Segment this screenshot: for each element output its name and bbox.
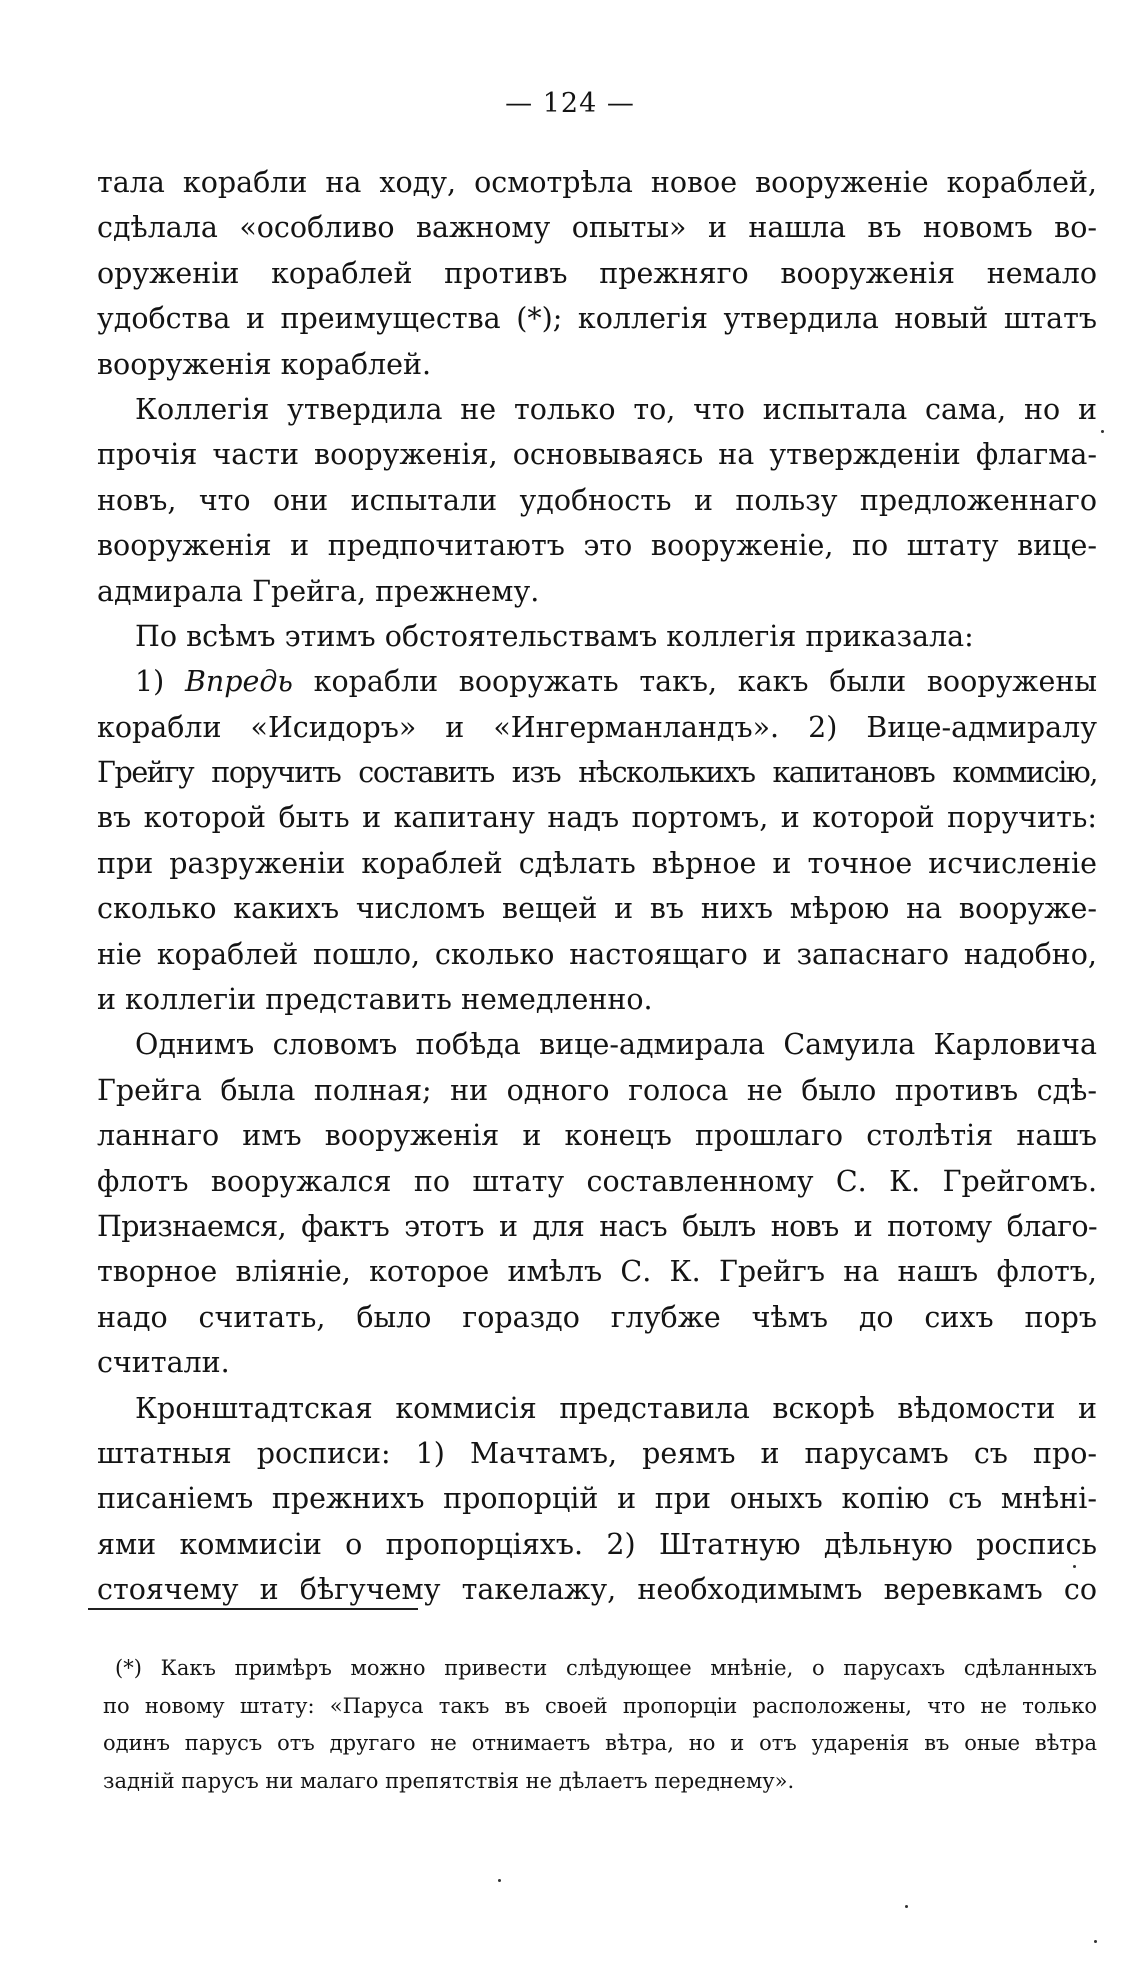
text-line: Признаемся, фактъ этотъ и для насъ былъ новъ и потому благо- [97,1209,1097,1243]
text-line: штатныя росписи: 1) Мачтамъ, реямъ и парусамъ съ про- [97,1436,1097,1470]
paragraph [97,659,1097,1022]
scan-speck [498,1879,501,1882]
text-run: корабли вооружать такъ, какъ были вооружены [292,665,1098,699]
text-line: ніе кораблей пошло, сколько настоящаго и запаснаго надобно, [97,937,1097,971]
paragraph [97,387,1097,614]
text-line: тала корабли на ходу, осмотрѣла новое вооруженіе кораблей, [97,166,1097,199]
text-line: вооруженія кораблей. [97,347,431,381]
paragraph [97,160,1097,387]
text-run: 1) [135,665,185,699]
paragraph [97,614,1097,659]
text-line: Кронштадтская коммисія представила вскорѣ вѣдомости и [135,1391,1097,1425]
text-line: творное вліяніе, которое имѣлъ С. К. Грейгъ на нашъ флотъ, [97,1255,1097,1289]
text-line: Грейга была полная; ни одного голоса не было противъ сдѣ- [97,1073,1097,1107]
text-line: По всѣмъ этимъ обстоятельствамъ коллегія приказала: [135,619,974,653]
footnote-line: одинъ парусъ отъ другаго не отнимаетъ вѣтра, но и отъ ударенія въ оные вѣтра [103,1731,1097,1755]
text-line: флотъ вооружался по штату составленному С. К. Грейгомъ. [97,1164,1097,1198]
text-line: и коллегіи представить немедленно. [97,983,653,1017]
text-line: Однимъ словомъ побѣда вице-адмирала Самуила Карловича [135,1028,1097,1062]
text-line: ланнаго имъ вооруженія и конецъ прошлаго столѣтія нашъ [97,1119,1097,1153]
text-line: оруженіи кораблей противъ прежняго вооруженія немало [97,256,1097,290]
scan-speck [1101,430,1104,433]
text-line: Грейгу поручить составить изъ нѣсколькихъ капитановъ коммисію, [97,756,1097,790]
scan-speck [1073,1565,1076,1568]
italic-word: Впредь [184,665,293,699]
text-line: считали. [97,1346,230,1380]
text-line: вооруженія и предпочитаютъ это вооруженіе, по штату вице- [97,529,1097,563]
text-line: писаніемъ прежнихъ пропорцій и при оныхъ копію съ мнѣні- [97,1482,1097,1516]
text-line [97,659,1097,704]
footnote [103,1650,1097,1800]
text-line: адмирала Грейга, прежнему. [97,574,540,608]
paragraph [97,1386,1097,1613]
text-line: сколько какихъ числомъ вещей и въ нихъ мѣрою на вооруже- [97,892,1097,926]
footnote-line: задній парусъ ни малаго препятствія не дѣлаетъ переднему». [103,1768,795,1793]
scan-speck [905,1905,908,1908]
text-line: корабли «Исидоръ» и «Ингерманландъ». 2) Вице-адмиралу [97,710,1097,744]
footnote-separator [88,1608,418,1610]
paragraph [97,1022,1097,1385]
text-line: ями коммисіи о пропорціяхъ. 2) Штатную дѣльную роспись [97,1527,1097,1561]
text-line: стоячему и бѣгучему такелажу, необходимымъ веревкамъ со [97,1573,1097,1607]
text-line: при разруженіи кораблей сдѣлать вѣрное и точное исчисленіе [97,846,1097,880]
text-line: сдѣлала «особливо важному опыты» и нашла въ новомъ во- [97,211,1097,245]
scan-speck [1094,1940,1097,1943]
text-line: въ которой быть и капитану надъ портомъ, и которой поручить: [97,801,1097,835]
text-line: Коллегія утвердила не только то, что испытала сама, но и [135,392,1097,426]
text-line: надо считать, было гораздо глубже чѣмъ до сихъ поръ [97,1300,1097,1334]
text-line: удобства и преимущества (*); коллегія утвердила новый штатъ [97,302,1097,336]
footnote-line: (*) Какъ примѣръ можно привести слѣдующее мнѣніе, о парусахъ сдѣланныхъ [115,1656,1097,1680]
text-line: новъ, что они испытали удобность и пользу предложеннаго [97,483,1097,517]
text-line: прочія части вооруженія, основываясь на утвержденіи флагма- [97,438,1097,472]
body-text [97,160,1097,1613]
page-number: — 124 — [505,88,635,119]
footnote-line: по новому штату: «Паруса такъ въ своей пропорціи расположены, что не только [103,1693,1097,1718]
